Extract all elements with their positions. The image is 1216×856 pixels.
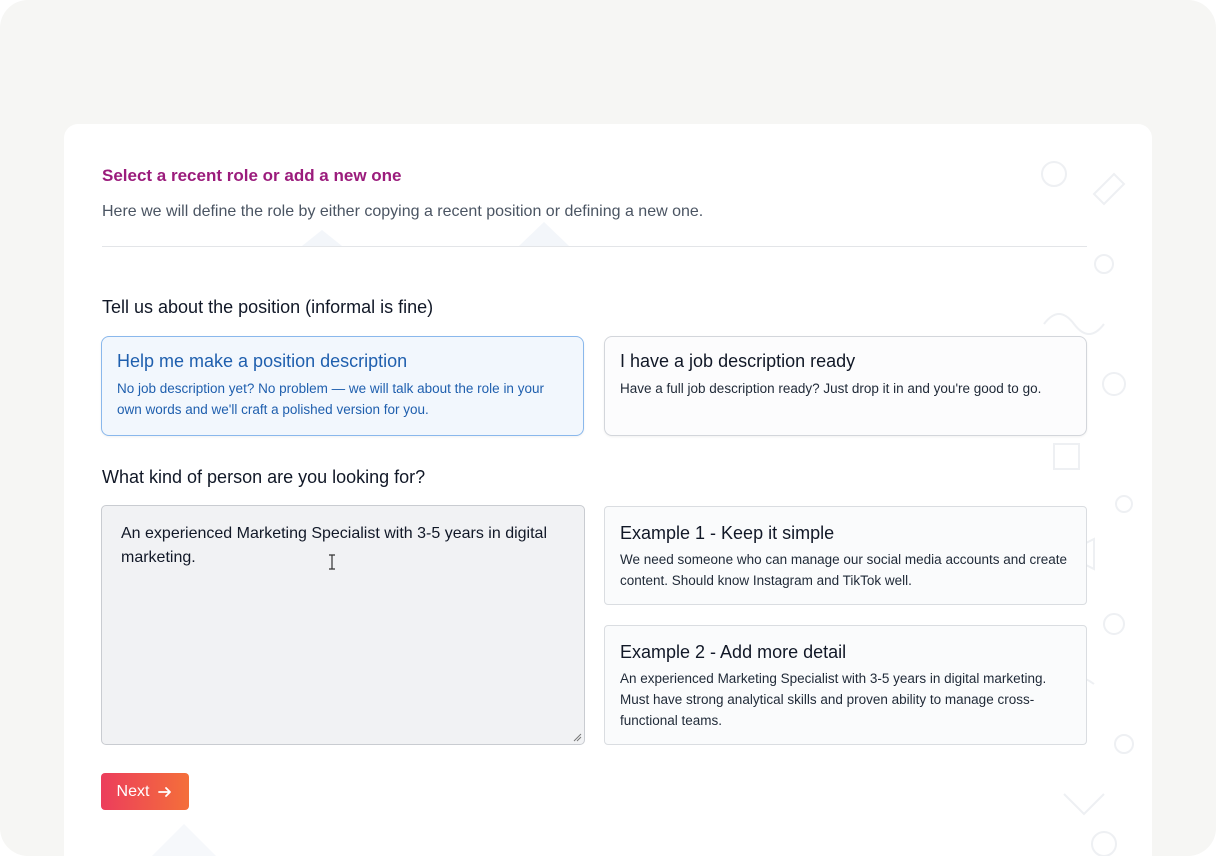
next-button-label: Next <box>116 782 150 800</box>
divider <box>102 246 1087 247</box>
example-title: Example 2 - Add more detail <box>620 642 847 662</box>
person-question-label: What kind of person are you looking for? <box>102 467 426 487</box>
resize-handle-icon[interactable] <box>572 732 582 742</box>
text-cursor-icon <box>328 554 336 570</box>
example-card-simple[interactable] <box>604 506 1087 605</box>
option-have-description[interactable] <box>604 336 1087 436</box>
person-description-field-wrap <box>101 505 585 745</box>
person-description-input[interactable] <box>102 506 584 744</box>
option-description: No job description yet? No problem — we will talk about the role in your own words and we'll craft a polished version for you. <box>117 381 544 417</box>
section-title: Select a recent role or add a new one <box>102 166 402 185</box>
role-form-card <box>64 124 1152 856</box>
example-card-detailed[interactable] <box>604 625 1087 745</box>
position-question-label: Tell us about the position (informal is fine) <box>102 297 434 317</box>
section-subtitle: Here we will define the role by either copying a recent position or defining a new one. <box>102 203 704 220</box>
option-title: Help me make a position description <box>117 351 408 371</box>
option-title: I have a job description ready <box>620 351 856 371</box>
arrow-right-icon <box>157 784 173 800</box>
option-help-make-description[interactable] <box>101 336 584 436</box>
decorative-background-pattern <box>64 124 1152 856</box>
example-text: We need someone who can manage our social media accounts and create content. Should know Instagram and TikTok well. <box>620 552 1068 588</box>
option-description: Have a full job description ready? Just drop it in and you're good to go. <box>620 381 1042 396</box>
example-title: Example 1 - Keep it simple <box>620 523 835 543</box>
next-button[interactable] <box>101 773 189 810</box>
example-text: An experienced Marketing Specialist with 3-5 years in digital marketing. Must have strong analytical skills and proven ability to manage cross-functional teams. <box>620 671 1047 728</box>
